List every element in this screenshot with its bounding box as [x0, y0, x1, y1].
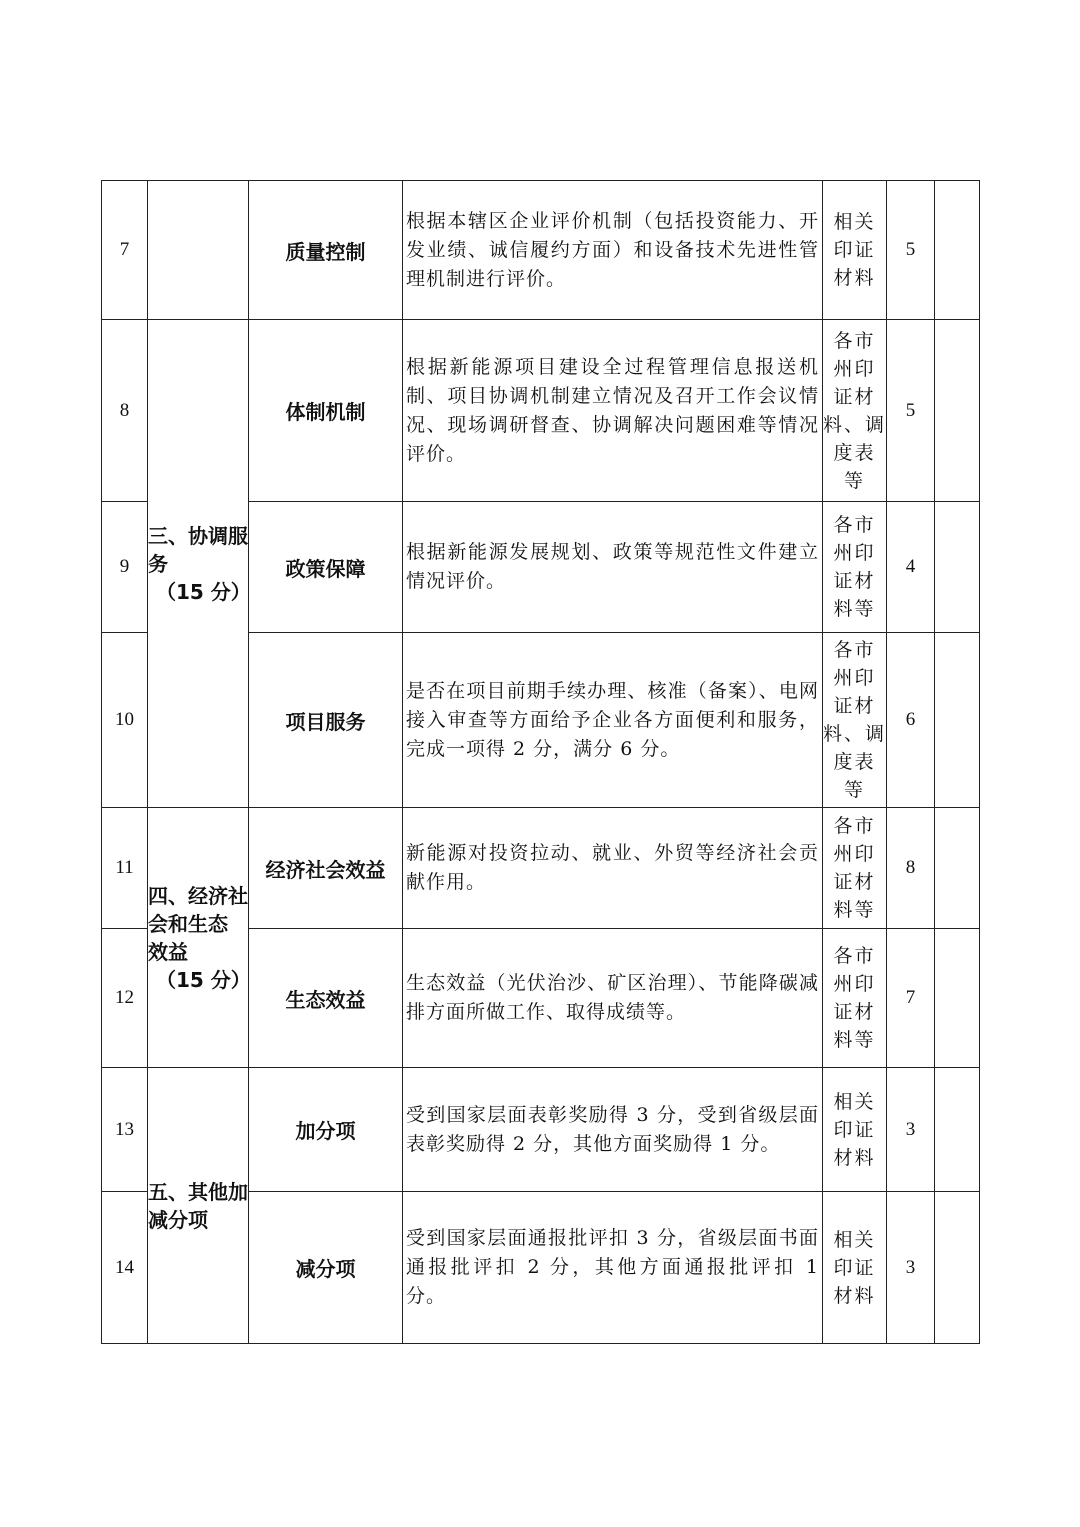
blank-cell — [935, 1068, 980, 1192]
score: 4 — [887, 502, 935, 633]
blank-cell — [935, 181, 980, 320]
evidence-line: 州印 — [833, 667, 876, 689]
table-row — [102, 181, 980, 320]
evidence-line: 州印 — [833, 973, 876, 995]
evidence-line: 料、调 — [823, 413, 887, 436]
score: 7 — [887, 929, 935, 1068]
evidence-line: 印证 — [833, 1256, 876, 1279]
category-other-adjustments — [148, 1068, 249, 1344]
item-name: 加分项 — [249, 1068, 403, 1192]
table-row — [102, 320, 980, 502]
blank-cell — [935, 502, 980, 633]
category-coordination-service — [148, 320, 249, 808]
evidence-line: 证材 — [833, 695, 876, 717]
evidence-line: 州印 — [833, 843, 876, 865]
category-economic-ecological — [148, 808, 249, 1068]
evidence-line: 印证 — [833, 239, 876, 261]
table-row — [102, 808, 980, 929]
category-label-line: 务 — [148, 551, 168, 576]
evidence-line: 各市 — [833, 514, 876, 536]
evidence-line: 度表 — [833, 441, 876, 464]
row-number: 9 — [102, 502, 148, 633]
row-number: 12 — [102, 929, 148, 1068]
score: 5 — [887, 320, 935, 502]
item-description: 受到国家层面通报批评扣 3 分，省级层面书面通报批评扣 2 分，其他方面通报批评扣 1 分。 — [403, 1192, 823, 1344]
item-name: 体制机制 — [249, 320, 403, 502]
item-name: 政策保障 — [249, 502, 403, 633]
blank-cell — [935, 320, 980, 502]
evidence-line: 州印 — [833, 357, 876, 380]
evidence-source — [823, 633, 887, 808]
category-label-line: 三、协调服 — [148, 523, 248, 548]
evidence-line: 各市 — [833, 639, 876, 661]
evidence-line: 料等 — [833, 1029, 876, 1051]
evidence-source — [823, 808, 887, 929]
evidence-line: 各市 — [833, 815, 876, 837]
score: 5 — [887, 181, 935, 320]
score: 3 — [887, 1068, 935, 1192]
category-points: （15 分） — [156, 579, 251, 604]
category-label-line: 四、经济社 — [148, 883, 248, 908]
item-description: 根据本辖区企业评价机制（包括投资能力、开发业绩、诚信履约方面）和设备技术先进性管理机制进行评价。 — [403, 181, 823, 320]
category-cell-empty — [148, 181, 249, 320]
evidence-line: 料等 — [833, 899, 876, 921]
blank-cell — [935, 1192, 980, 1344]
item-name: 减分项 — [249, 1192, 403, 1344]
evidence-line: 材料 — [833, 1284, 876, 1307]
blank-cell — [935, 929, 980, 1068]
category-label-line: 减分项 — [148, 1207, 208, 1232]
evidence-line: 证材 — [833, 570, 876, 592]
evidence-line: 证材 — [833, 1001, 876, 1023]
evidence-source — [823, 929, 887, 1068]
blank-cell — [935, 808, 980, 929]
evidence-source — [823, 502, 887, 633]
evidence-line: 度表 — [833, 751, 876, 773]
item-description: 受到国家层面表彰奖励得 3 分，受到省级层面表彰奖励得 2 分，其他方面奖励得 1 分。 — [403, 1068, 823, 1192]
row-number: 14 — [102, 1192, 148, 1344]
score: 6 — [887, 633, 935, 808]
evidence-line: 印证 — [833, 1118, 876, 1141]
item-name: 经济社会效益 — [249, 808, 403, 929]
row-number: 13 — [102, 1068, 148, 1192]
row-number: 8 — [102, 320, 148, 502]
item-description: 根据新能源项目建设全过程管理信息报送机制、项目协调机制建立情况及召开工作会议情况、现场调研督查、协调解决问题困难等情况评价。 — [403, 320, 823, 502]
evidence-line: 材料 — [833, 267, 876, 289]
evidence-line: 等 — [843, 779, 865, 801]
evidence-line: 等 — [843, 469, 865, 492]
evidence-source — [823, 320, 887, 502]
evidence-line: 相关 — [833, 1228, 876, 1251]
evidence-line: 材料 — [833, 1146, 876, 1169]
item-description: 根据新能源发展规划、政策等规范性文件建立情况评价。 — [403, 502, 823, 633]
evidence-source — [823, 181, 887, 320]
category-label-line: 效益 — [148, 939, 188, 964]
category-label-line: 会和生态 — [148, 911, 228, 936]
row-number: 7 — [102, 181, 148, 320]
evidence-line: 各市 — [833, 329, 876, 352]
evidence-line: 料等 — [833, 598, 876, 620]
evidence-line: 各市 — [833, 945, 876, 967]
item-name: 质量控制 — [249, 181, 403, 320]
table-row — [102, 1068, 980, 1192]
evidence-line: 相关 — [833, 211, 876, 233]
evidence-line: 证材 — [833, 871, 876, 893]
evidence-line: 料、调 — [823, 723, 887, 745]
evidence-line: 证材 — [833, 385, 876, 408]
item-name: 生态效益 — [249, 929, 403, 1068]
evidence-source — [823, 1068, 887, 1192]
item-description: 新能源对投资拉动、就业、外贸等经济社会贡献作用。 — [403, 808, 823, 929]
evaluation-table — [101, 180, 980, 1344]
score: 8 — [887, 808, 935, 929]
category-points: （15 分） — [156, 967, 251, 992]
blank-cell — [935, 633, 980, 808]
score: 3 — [887, 1192, 935, 1344]
evidence-source — [823, 1192, 887, 1344]
item-name: 项目服务 — [249, 633, 403, 808]
category-label-line: 五、其他加 — [148, 1179, 248, 1204]
item-description: 生态效益（光伏治沙、矿区治理）、节能降碳减排方面所做工作、取得成绩等。 — [403, 929, 823, 1068]
row-number: 10 — [102, 633, 148, 808]
row-number: 11 — [102, 808, 148, 929]
evidence-line: 相关 — [833, 1090, 876, 1113]
item-description: 是否在项目前期手续办理、核准（备案）、电网接入审查等方面给予企业各方面便利和服务，完成一项得 2 分，满分 6 分。 — [403, 633, 823, 808]
evidence-line: 州印 — [833, 542, 876, 564]
